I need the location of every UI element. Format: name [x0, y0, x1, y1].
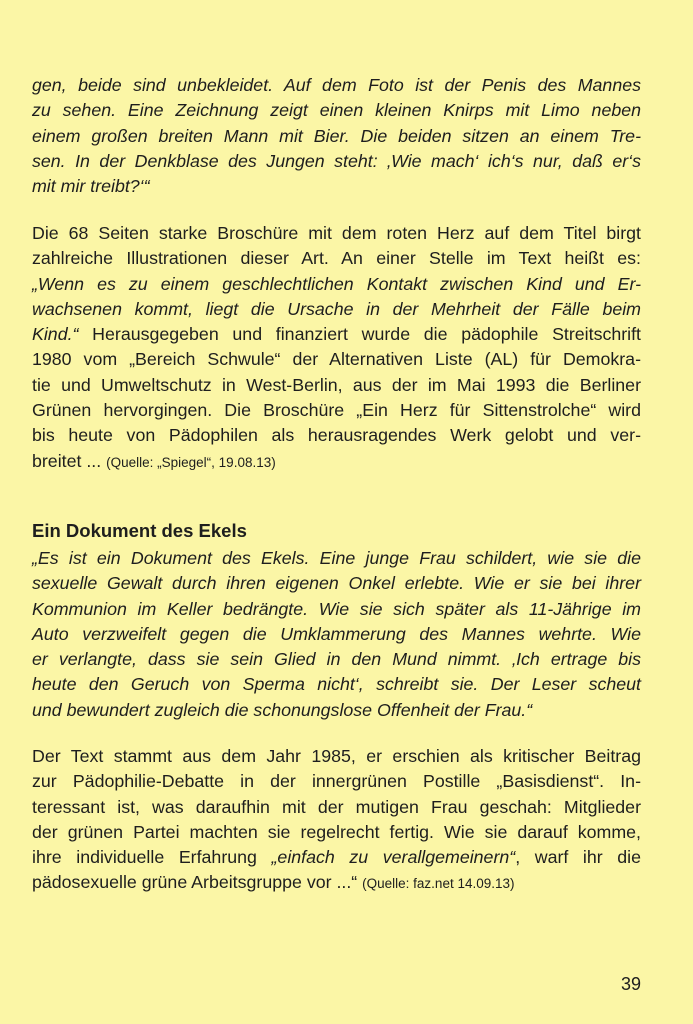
- text-line: heute den Geruch von Sperma nicht‘, schreibt sie. Der Leser scheut: [32, 674, 641, 695]
- text-line: „Es ist ein Dokument des Ekels. Eine junge Frau schildert, wie sie die: [32, 548, 641, 568]
- text-line: Kommunion im Keller bedrängte. Wie sie sich später als 11-Jährige im: [32, 598, 641, 619]
- book-page: [32, 0, 641, 1024]
- text-line: zu sehen. Eine Zeichnung zeigt einen kleinen Knirps mit Limo neben: [32, 100, 641, 121]
- text-line: tie und Umweltschutz in West-Berlin, aus der im Mai 1993 die Berliner: [32, 374, 641, 395]
- body-paragraph-debate: [32, 744, 641, 897]
- text-line: sexuelle Gewalt durch ihren eigenen Onkel erlebte. Wie er sie bei ihrer: [32, 573, 641, 594]
- page-number: 39: [620, 974, 641, 994]
- text-line: Grünen hervorgingen. Die Broschüre „Ein Herz für Sittenstrolche“ wird: [32, 400, 641, 421]
- text-run: pädosexuelle grüne Arbeitsgruppe vor ...“: [32, 872, 363, 893]
- section-heading: Ein Dokument des Ekels: [32, 520, 247, 541]
- text-line: gen, beide sind unbekleidet. Auf dem Foto ist der Penis des Mannes: [32, 75, 641, 95]
- quoted-text: Kind.“: [32, 324, 79, 345]
- text-line: [32, 322, 641, 347]
- quote-paragraph: [32, 546, 641, 723]
- text-line: sen. In der Denkblase des Jungen steht: ‚Wie mach‘ ich‘s nur, daß er‘s: [32, 150, 641, 171]
- text-run: breitet ...: [32, 450, 107, 471]
- text-run: ihre individuelle Erfahrung: [32, 847, 272, 868]
- quoted-text-line: „Wenn es zu einem geschlechtlichen Kontakt zwischen Kind und Er-: [32, 273, 641, 294]
- text-line: [32, 449, 641, 475]
- text-line: mit mir treibt?‘“: [32, 176, 150, 197]
- text-run: Herausgegeben und finanziert wurde die pädophile Streitschrift: [78, 324, 641, 345]
- text-line: bis heute von Pädophilen als herausragendes Werk gelobt und ver-: [32, 425, 641, 446]
- text-line: teressant ist, was daraufhin mit der mutigen Frau geschah: Mitglieder: [32, 796, 641, 817]
- text-line: [32, 870, 641, 896]
- text-run: , warf ihr die: [515, 847, 641, 868]
- quote-paragraph-continued: [32, 73, 641, 199]
- text-line: er verlangte, dass sie sein Glied in den Mund nimmt. ‚Ich ertrage bis: [32, 649, 641, 670]
- text-line: 1980 vom „Bereich Schwule“ der Alternativen Liste (AL) für Demokra-: [32, 349, 641, 370]
- source-citation: (Quelle: faz.net 14.09.13): [362, 876, 515, 892]
- text-line: Auto verzweifelt gegen die Umklammerung des Mannes wehrte. Wie: [32, 623, 641, 644]
- text-line: einem großen breiten Mann mit Bier. Die beiden sitzen an einem Tre-: [32, 125, 641, 146]
- source-citation: (Quelle: „Spiegel“, 19.08.13): [106, 454, 276, 470]
- text-line: Der Text stammt aus dem Jahr 1985, er erschien als kritischer Beitrag: [32, 746, 641, 766]
- body-paragraph-brochure: [32, 221, 641, 475]
- text-line: und bewundert zugleich die schonungslose Offenheit der Frau.“: [32, 699, 533, 720]
- text-line: [32, 845, 641, 870]
- text-line: Die 68 Seiten starke Broschüre mit dem roten Herz auf dem Titel birgt: [32, 223, 641, 243]
- text-line: zahlreiche Illustrationen dieser Art. An einer Stelle im Text heißt es:: [32, 248, 641, 269]
- quoted-text: „einfach zu verallgemeinern“: [271, 847, 516, 868]
- text-line: der grünen Partei machten sie regelrecht fertig. Wie sie darauf komme,: [32, 821, 641, 842]
- text-line: zur Pädophilie-Debatte in der innergrünen Postille „Basisdienst“. In-: [32, 771, 641, 792]
- quoted-text-line: wachsenen kommt, liegt die Ursache in der Mehrheit der Fälle beim: [32, 298, 641, 319]
